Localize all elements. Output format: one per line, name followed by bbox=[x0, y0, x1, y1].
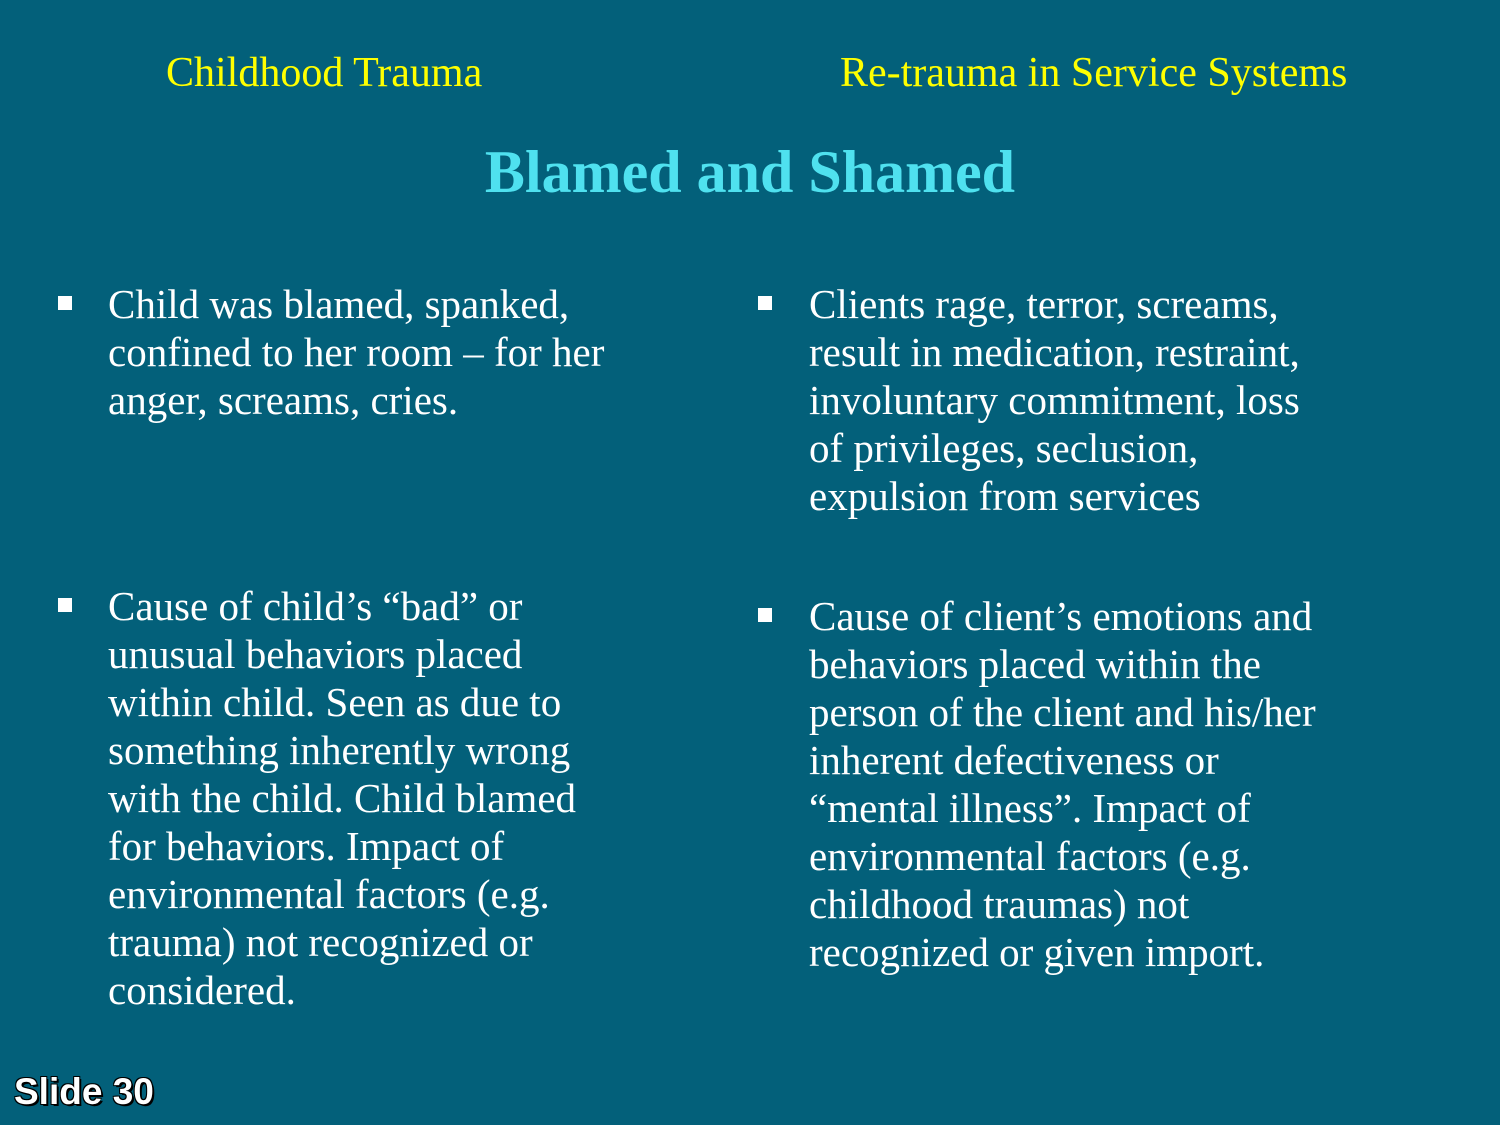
bullet-text: Child was blamed, spanked, confined to her room – for her anger, screams, cries. bbox=[108, 281, 605, 423]
square-bullet-icon bbox=[758, 296, 772, 310]
column-header-re-trauma: Re-trauma in Service Systems bbox=[840, 50, 1348, 96]
slide-number-label: Slide 30 bbox=[14, 1071, 154, 1112]
bullet-text: Cause of child’s “bad” or unusual behaviors placed within child. Seen as due to something inherently wrong with the child. Child blamed for behaviors. Impact of environmental factors (e.g. trauma) not recognized or considered. bbox=[108, 583, 577, 1013]
bullet-item-clients-rage bbox=[758, 280, 1300, 519]
slide-title: Blamed and Shamed bbox=[484, 139, 1016, 205]
column-header-childhood-trauma: Childhood Trauma bbox=[166, 50, 483, 96]
square-bullet-icon bbox=[58, 598, 72, 612]
bullet-item-cause-client bbox=[758, 592, 1316, 975]
square-bullet-icon bbox=[758, 608, 772, 622]
bullet-item-child-blamed bbox=[58, 280, 605, 423]
bullet-text: Cause of client’s emotions and behaviors placed within the person of the client and his/her inherent defectiveness or “mental illness”. Impact of environmental factors (e.g. childhood traumas) not recognized or given import. bbox=[809, 593, 1316, 975]
bullet-text: Clients rage, terror, screams, result in medication, restraint, involuntary commitment, loss of privileges, seclusion, expulsion from services bbox=[809, 281, 1300, 519]
bullet-item-cause-child bbox=[58, 582, 577, 1013]
square-bullet-icon bbox=[58, 296, 72, 310]
